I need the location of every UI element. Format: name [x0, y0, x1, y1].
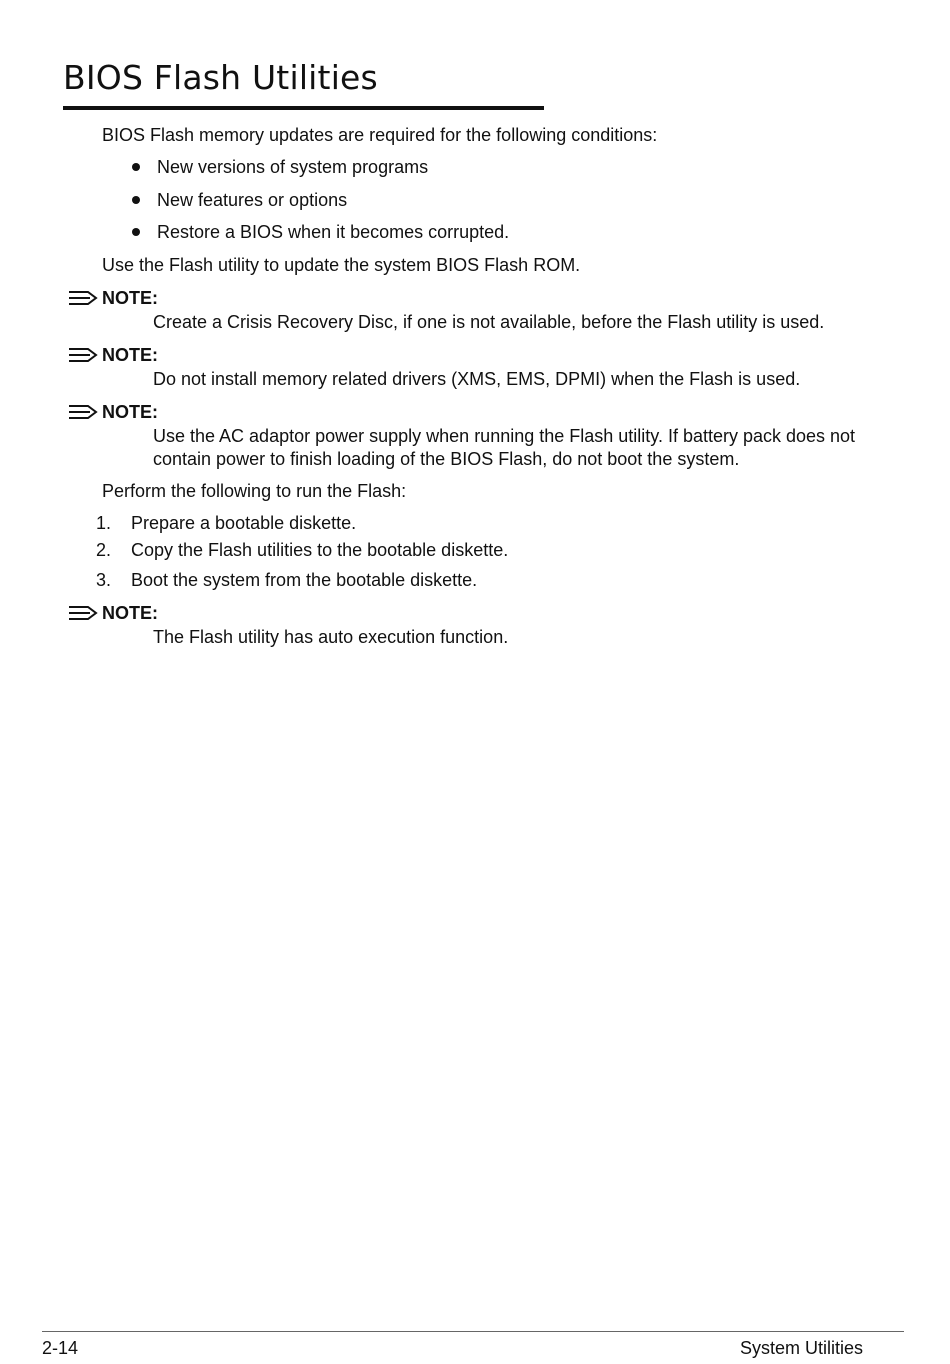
- bullet-item: New versions of system programs: [157, 157, 429, 177]
- note-arrow-icon: [68, 605, 98, 621]
- step-text: Boot the system from the bootable diskette.: [131, 570, 478, 590]
- footer-section-title: System Utilities: [739, 1338, 863, 1358]
- note-arrow-icon: [68, 347, 98, 363]
- note-label: NOTE:: [102, 345, 158, 365]
- intro-paragraph: BIOS Flash memory updates are required for the following conditions:: [102, 125, 658, 145]
- step-text: Prepare a bootable diskette.: [131, 513, 357, 533]
- note-text: The Flash utility has auto execution function.: [153, 627, 509, 647]
- bullet-icon: [132, 228, 140, 236]
- title-underline: [63, 106, 544, 110]
- step-number: 2.: [96, 540, 112, 560]
- note-text: Do not install memory related drivers (XMS, EMS, DPMI) when the Flash is used.: [153, 369, 801, 389]
- page-title: BIOS Flash Utilities: [63, 58, 378, 97]
- note-text: Create a Crisis Recovery Disc, if one is not available, before the Flash utility is used.: [153, 312, 825, 332]
- use-flash-paragraph: Use the Flash utility to update the system BIOS Flash ROM.: [102, 255, 581, 275]
- note-arrow-icon: [68, 290, 98, 306]
- note-label: NOTE:: [102, 603, 158, 623]
- step-text: Copy the Flash utilities to the bootable diskette.: [131, 540, 509, 560]
- bullet-icon: [132, 196, 140, 204]
- step-number: 1.: [96, 513, 112, 533]
- bullet-item: New features or options: [157, 190, 348, 210]
- note-arrow-icon: [68, 404, 98, 420]
- footer-divider: [42, 1331, 904, 1332]
- page-number: 2-14: [42, 1338, 79, 1358]
- bullet-item: Restore a BIOS when it becomes corrupted.: [157, 222, 510, 242]
- note-label: NOTE:: [102, 402, 158, 422]
- bullet-icon: [132, 163, 140, 171]
- step-number: 3.: [96, 570, 112, 590]
- note-text: Use the AC adaptor power supply when running the Flash utility. If battery pack does not contain power to finish loading of the BIOS Flash, do not boot the system.: [153, 426, 856, 469]
- note-label: NOTE:: [102, 288, 158, 308]
- perform-paragraph: Perform the following to run the Flash:: [102, 481, 407, 501]
